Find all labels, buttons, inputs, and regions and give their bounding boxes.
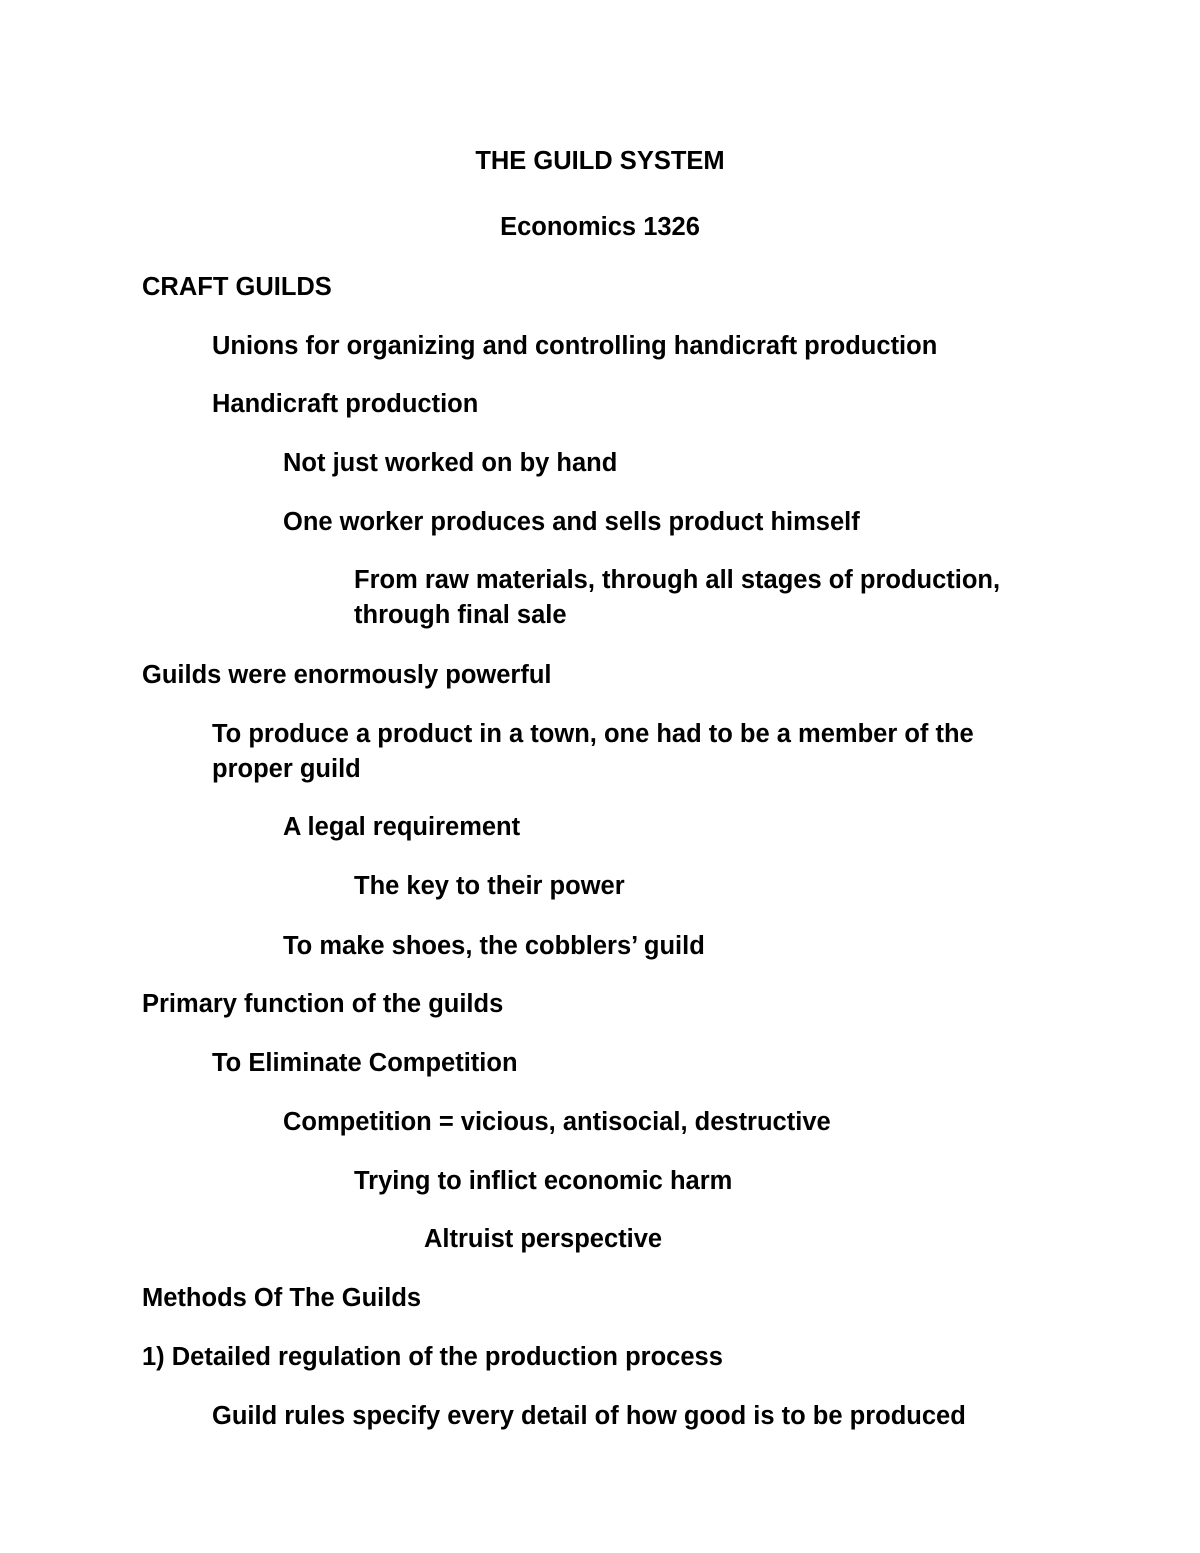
outline-item: Handicraft production <box>212 390 479 418</box>
outline-item: Altruist perspective <box>424 1225 663 1253</box>
outline-item-continuation: proper guild <box>212 755 361 783</box>
outline-item: Unions for organizing and controlling handicraft production <box>212 332 938 360</box>
outline-item: A legal requirement <box>283 813 521 841</box>
course-subtitle: Economics 1326 <box>500 213 700 241</box>
section-heading-methods: Methods Of The Guilds <box>142 1284 422 1312</box>
document-title: THE GUILD SYSTEM <box>475 147 725 175</box>
outline-item: To Eliminate Competition <box>212 1049 518 1077</box>
outline-item: From raw materials, through all stages of production, <box>354 566 1001 594</box>
numbered-item-1: 1) Detailed regulation of the production process <box>142 1343 723 1371</box>
outline-item: Not just worked on by hand <box>283 449 618 477</box>
outline-item: Trying to inflict economic harm <box>354 1167 733 1195</box>
section-heading-primary-function: Primary function of the guilds <box>142 990 504 1018</box>
outline-item: To produce a product in a town, one had to be a member of the <box>212 720 974 748</box>
outline-item: To make shoes, the cobblers’ guild <box>283 932 705 960</box>
outline-item: One worker produces and sells product himself <box>283 508 860 536</box>
section-heading-guild-power: Guilds were enormously powerful <box>142 661 552 689</box>
outline-item: The key to their power <box>354 872 625 900</box>
section-heading-craft-guilds: CRAFT GUILDS <box>142 273 332 301</box>
outline-item-continuation: through final sale <box>354 601 567 629</box>
outline-item: Guild rules specify every detail of how good is to be produced <box>212 1402 966 1430</box>
outline-item: Competition = vicious, antisocial, destructive <box>283 1108 831 1136</box>
